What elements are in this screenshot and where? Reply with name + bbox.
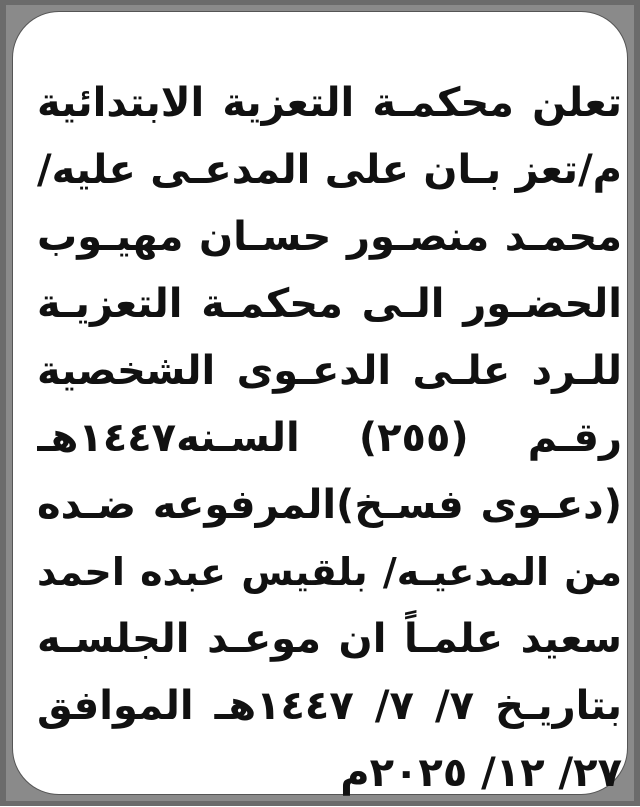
notice-line-10: بتاريـخ ٧/ ٧/ ١٤٤٧هـ الموافق (37, 683, 622, 729)
notice-line-6: رقـم (٢٥٥) السـنه١٤٤٧هـ (37, 415, 622, 461)
notice-line-11: ٢٧/ ١٢/ ٢٠٢٥م (340, 750, 622, 796)
notice-line-4: الحضـور الـى محكمـة التعزيـة (37, 281, 622, 327)
notice-line-3: محمـد منصـور حسـان مهيـوب (37, 214, 622, 260)
notice-line-7: (دعـوى فسـخ)المرفوعه ضـده (37, 482, 622, 528)
notice-line-8: من المدعيـه/ بلقيس عبده احمد (37, 550, 622, 594)
notice-line-9: سعيد علمـاً ان موعـد الجلسـه (37, 616, 622, 662)
notice-line-1: تعلن محكمـة التعزية الابتدائية (37, 80, 622, 126)
notice-line-2: م/تعز بـان على المدعـى عليه/ (37, 147, 622, 193)
notice-line-5: للـرد علـى الدعـوى الشخصية (37, 348, 622, 394)
notice-card (13, 12, 627, 794)
court-notice-text (37, 70, 622, 807)
